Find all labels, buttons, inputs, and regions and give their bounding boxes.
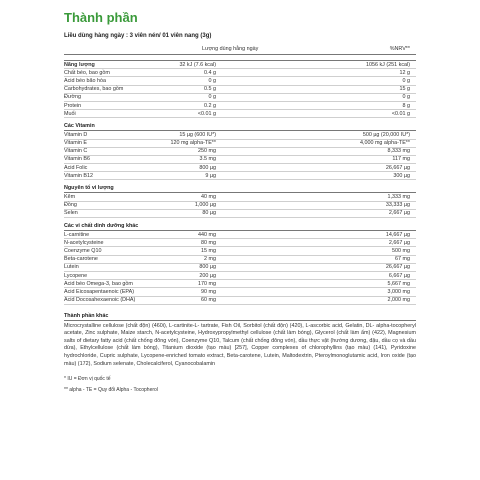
- row-nrv-value: 8 g: [402, 102, 410, 109]
- row-daily-value: 0 g: [208, 94, 216, 101]
- row-nrv-value: 300 µg: [393, 172, 410, 179]
- table-row: [64, 60, 416, 69]
- row-nrv-value: 12 g: [399, 69, 410, 76]
- row-daily-value: 800 µg: [199, 264, 216, 271]
- table-row: [64, 77, 416, 85]
- row-nrv-value: <0.01 g: [391, 110, 410, 117]
- row-label: Vitamin B12: [64, 172, 93, 179]
- table-row: [64, 280, 416, 288]
- table-row: [64, 202, 416, 210]
- table-row: [64, 210, 416, 218]
- row-nrv-value: 26,667 µg: [385, 164, 410, 171]
- table-row: [64, 272, 416, 280]
- row-daily-value: 0.4 g: [204, 69, 216, 76]
- row-daily-value: 80 µg: [202, 210, 216, 217]
- row-nrv-value: 0 g: [402, 77, 410, 84]
- row-nrv-value: 3,000 mg: [387, 288, 410, 295]
- row-nrv-value: 0 g: [402, 94, 410, 101]
- table-row: [64, 148, 416, 156]
- table-row: [64, 297, 416, 305]
- row-nrv-value: 15 g: [399, 86, 410, 93]
- row-daily-value: 200 µg: [199, 272, 216, 279]
- row-nrv-value: 5,667 mg: [387, 280, 410, 287]
- section-title: Nguyên tố vi lượng: [64, 185, 416, 193]
- row-daily-value: 1,000 µg: [194, 202, 216, 209]
- nutrition-sections: [64, 60, 416, 305]
- row-label: Lycopene: [64, 272, 88, 279]
- row-label: Vitamin B6: [64, 156, 90, 163]
- row-nrv-value: 8,333 mg: [387, 148, 410, 155]
- row-nrv-value: 2,667 µg: [388, 210, 410, 217]
- row-label: Carbohydrates, bao gồm: [64, 86, 124, 93]
- row-label: Selen: [64, 210, 78, 217]
- table-row: [64, 231, 416, 239]
- table-row: [64, 110, 416, 118]
- header-nrv: %NRV**: [389, 46, 410, 52]
- row-label: Acid Eicosapentaenoic (EPA): [64, 288, 135, 295]
- nutrition-section: [64, 60, 416, 118]
- table-row: [64, 94, 416, 102]
- row-label: L-carnitine: [64, 231, 90, 238]
- row-daily-value: 0 g: [208, 77, 216, 84]
- row-daily-value: 3.5 mg: [199, 156, 216, 163]
- row-label: Lutein: [64, 264, 79, 271]
- table-row: [64, 156, 416, 164]
- nutrition-section: [64, 223, 416, 305]
- row-label: Chất béo, bao gồm: [64, 69, 110, 76]
- nutrition-section: [64, 185, 416, 218]
- table-row: [64, 172, 416, 180]
- row-label: N-acetylcysteine: [64, 239, 104, 246]
- table-row: [64, 288, 416, 296]
- nutrition-section: [64, 123, 416, 180]
- row-daily-value: 0.2 g: [204, 102, 216, 109]
- table-row: [64, 247, 416, 255]
- row-daily-value: 90 mg: [201, 288, 216, 295]
- row-nrv-value: 1056 kJ (251 kcal): [365, 61, 410, 68]
- table-row: [64, 140, 416, 148]
- table-row: [64, 102, 416, 110]
- row-daily-value: 440 mg: [198, 231, 216, 238]
- row-nrv-value: 4,000 mg alpha-TE**: [359, 140, 410, 147]
- ingredients-page: [64, 10, 416, 393]
- row-daily-value: 2 mg: [204, 256, 216, 263]
- row-label: Acid Docosahexaenoic (DHA): [64, 297, 136, 304]
- row-daily-value: 120 mg alpha-TE**: [170, 140, 216, 147]
- other-ingredients-title: Thành phần khác: [64, 313, 416, 321]
- row-label: Vitamin D: [64, 131, 88, 138]
- row-daily-value: 32 kJ (7.6 kcal): [179, 61, 216, 68]
- row-nrv-value: 500 mg: [392, 247, 410, 254]
- row-label: Acid béo Omega-3, bao gồm: [64, 280, 133, 287]
- table-row: [64, 264, 416, 272]
- row-daily-value: 250 mg: [198, 148, 216, 155]
- row-daily-value: 0.5 g: [204, 86, 216, 93]
- table-row: [64, 256, 416, 264]
- row-label: Năng lượng: [64, 61, 95, 68]
- row-daily-value: 15 mg: [201, 247, 216, 254]
- table-row: [64, 86, 416, 94]
- row-nrv-value: 117 mg: [392, 156, 410, 163]
- row-label: Muối: [64, 110, 76, 117]
- row-label: Đồng: [64, 202, 77, 209]
- row-daily-value: 60 mg: [201, 297, 216, 304]
- section-title: Các Vitamin: [64, 123, 416, 131]
- table-row: [64, 239, 416, 247]
- row-label: Đường: [64, 94, 82, 101]
- row-nrv-value: 67 mg: [395, 256, 410, 263]
- row-label: Kẽm: [64, 194, 76, 201]
- row-daily-value: 9 µg: [205, 172, 216, 179]
- table-row: [64, 193, 416, 201]
- row-nrv-value: 6,667 µg: [388, 272, 410, 279]
- row-daily-value: 800 µg: [199, 164, 216, 171]
- header-daily: Lượng dùng hằng ngày: [202, 46, 259, 52]
- page-title: Thành phần: [64, 10, 138, 25]
- table-row: [64, 164, 416, 172]
- row-nrv-value: 500 µg (20,000 IU*): [362, 131, 410, 138]
- row-nrv-value: 26,667 µg: [385, 264, 410, 271]
- row-daily-value: 170 mg: [198, 280, 216, 287]
- table-row: [64, 131, 416, 139]
- section-title: Các vi chất dinh dưỡng khác: [64, 223, 416, 231]
- dosage-line: Liều dùng hàng ngày : 3 viên nén/ 01 viên nang (3g): [64, 33, 212, 39]
- row-label: Coenzyme Q10: [64, 247, 102, 254]
- note-alpha-te: ** alpha - TE = Quy đổi Alpha - Tocopherol: [64, 387, 158, 394]
- other-ingredients-text: Microcrystalline cellulose (chất độn) (460i), L-cartinite-L- tartrate, Fish Oil, Sorbitol (chất độn) (420), L-ascorbic acid, Gelatin, DL- alpha-tocopheryl acetate, Zinc sulphate, Maize starch, N-acetylcysteine, Hydroxypropylmethyl cellulose (chất làm bóng), Glycerol (chất làm ẩm) (422), Magnesium salts of dietary fatty acid (chất chống đông vón), Coenzyme Q10, Talcum (chất chống đông vón), dầu thực vật (hướng dương, đậu, dầu cọ và dầu dừa), Ethylcellulose (chất làm bóng), Titanium dioxide (tạo màu) [257], Copper complexes of chlorophyllins (tạo màu) (141), Pyridoxine hydrochloride, Cupric sulphate, Lycopene-enriched tomato extract, Beta-carotene, Lutein, Maltodextrin, Pteroylmonoglutamic acid, Iron oxide (tạo màu) (172), Sodium selenate, Cholecalciferol, Cyanocobalamin: [64, 322, 416, 367]
- row-nrv-value: 33,333 µg: [385, 202, 410, 209]
- row-label: Beta-carotene: [64, 256, 98, 263]
- row-label: Acid béo bão hòa: [64, 77, 106, 84]
- row-daily-value: 40 mg: [201, 194, 216, 201]
- row-label: Protein: [64, 102, 82, 109]
- row-daily-value: <0.01 g: [197, 110, 216, 117]
- row-nrv-value: 2,000 mg: [387, 297, 410, 304]
- row-label: Vitamin C: [64, 148, 88, 155]
- row-label: Vitamin E: [64, 140, 87, 147]
- row-nrv-value: 14,667 µg: [385, 231, 410, 238]
- table-header: [64, 45, 416, 55]
- table-row: [64, 69, 416, 77]
- row-nrv-value: 2,667 µg: [388, 239, 410, 246]
- row-nrv-value: 1,333 mg: [387, 194, 410, 201]
- row-label: Acid Folic: [64, 164, 88, 171]
- row-daily-value: 15 µg (600 IU*): [179, 131, 216, 138]
- row-daily-value: 80 mg: [201, 239, 216, 246]
- note-iu: * IU = Đơn vị quốc tế: [64, 376, 111, 383]
